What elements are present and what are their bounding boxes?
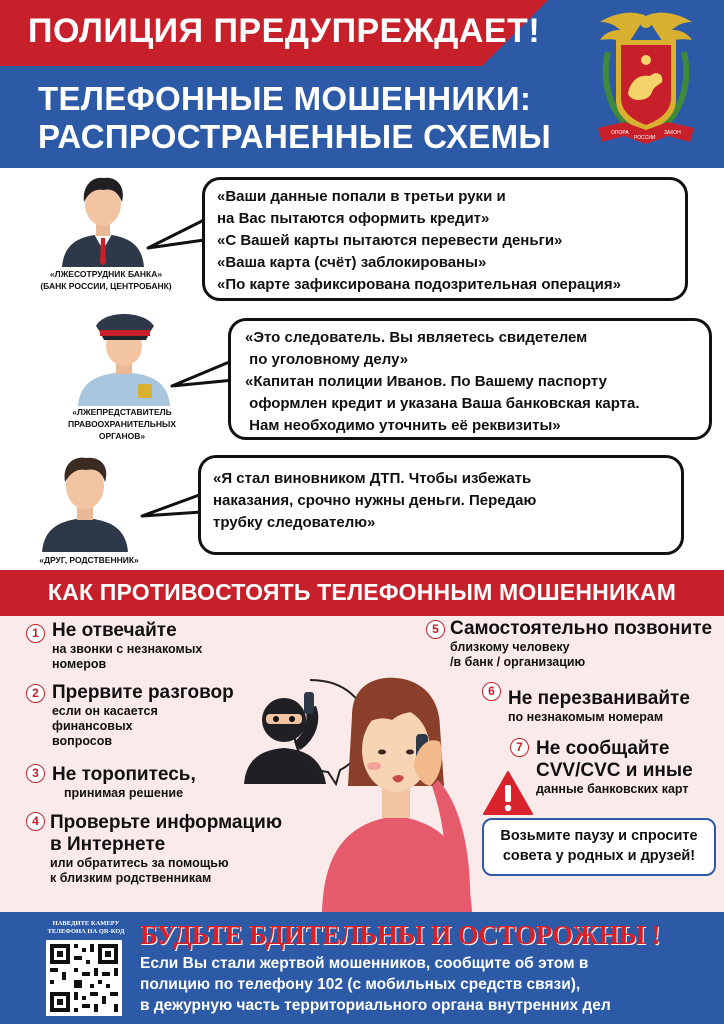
tip-number: 2 bbox=[26, 684, 45, 703]
tip-heading: Прервите разговор bbox=[52, 682, 234, 703]
tip-detail: близкому человеку bbox=[450, 640, 570, 654]
speech-bubble-tail bbox=[140, 490, 204, 526]
ribbon-word: ОПОРА bbox=[611, 130, 629, 136]
tip-number: 3 bbox=[26, 764, 45, 783]
police-emblem-icon bbox=[594, 8, 698, 148]
tip-detail: на звонки с незнакомых bbox=[52, 642, 203, 656]
quote-line: оформлен кредит и указана Ваша банковская карта. bbox=[245, 395, 640, 412]
scam-quote-bubble bbox=[228, 318, 712, 440]
tip-item bbox=[508, 688, 690, 725]
scam-quote-bubble bbox=[202, 177, 688, 301]
footer-text-line: полицию по телефону 102 (с мобильных средств связи), bbox=[140, 976, 581, 993]
quote-line: на Вас пытаются оформить кредит» bbox=[217, 210, 490, 227]
qr-caption-line: НАВЕДИТЕ КАМЕРУ bbox=[52, 920, 120, 927]
tip-detail: /в банк / организацию bbox=[450, 655, 586, 669]
advice-box bbox=[482, 818, 716, 876]
quote-line: «Капитан полиции Иванов. По Вашему паспорту bbox=[245, 373, 607, 390]
advice-line: совета у родных и друзей! bbox=[502, 848, 696, 864]
subtitle-line: РАСПРОСТРАНЕННЫЕ СХЕМЫ bbox=[38, 118, 552, 155]
quote-line: «Это следователь. Вы являетесь свидетелем bbox=[245, 329, 588, 346]
tip-heading: Не торопитесь, bbox=[52, 764, 196, 785]
quote-line: «С Вашей карты пытаются перевести деньги» bbox=[217, 232, 563, 249]
quote-line: трубку следователю» bbox=[213, 514, 376, 531]
quote-line: наказания, срочно нужны деньги. Передаю bbox=[213, 492, 537, 509]
tip-item bbox=[50, 812, 282, 886]
tip-number: 4 bbox=[26, 812, 45, 831]
scammer-label bbox=[26, 268, 186, 292]
quote-line: «Ваша карта (счёт) заблокированы» bbox=[217, 254, 487, 271]
tip-heading: в Интернете bbox=[50, 834, 166, 855]
quote-line: «Я стал виновником ДТП. Чтобы избежать bbox=[213, 470, 532, 487]
scammer-label bbox=[14, 554, 164, 566]
tip-detail: вопросов bbox=[52, 734, 113, 748]
police-officer-avatar-icon bbox=[72, 302, 176, 406]
footer-text-line: Если Вы стали жертвой мошенников, сообщите об этом в bbox=[140, 955, 589, 972]
speech-bubble-tail bbox=[170, 356, 236, 396]
tip-heading: Не отвечайте bbox=[52, 620, 177, 641]
tip-detail: принимая решение bbox=[64, 786, 184, 800]
label-line: (БАНК РОССИИ, ЦЕНТРОБАНК) bbox=[40, 281, 172, 291]
scam-quote-bubble bbox=[198, 455, 684, 555]
label-line: «ЛЖЕПРЕДСТАВИТЕЛЬ bbox=[72, 407, 172, 417]
counter-section-title: КАК ПРОТИВОСТОЯТЬ ТЕЛЕФОННЫМ МОШЕННИКАМ bbox=[47, 579, 677, 605]
tip-detail: номеров bbox=[52, 657, 107, 671]
tip-item bbox=[52, 620, 202, 672]
tip-detail: данные банковских карт bbox=[536, 782, 689, 796]
quote-line: «Ваши данные попали в третьи руки и bbox=[217, 188, 506, 205]
footer-text bbox=[140, 953, 720, 1016]
tip-detail: финансовых bbox=[52, 719, 133, 733]
tip-number: 7 bbox=[510, 738, 529, 757]
friend-avatar-icon bbox=[40, 450, 130, 552]
quote-line: «По карте зафиксирована подозрительная операция» bbox=[217, 276, 621, 293]
quote-line: Нам необходимо уточнить её реквизиты» bbox=[245, 417, 561, 434]
label-line: «ЛЖЕСОТРУДНИК БАНКА» bbox=[49, 269, 163, 279]
label-line: ОРГАНОВ» bbox=[98, 431, 146, 441]
tip-item bbox=[450, 618, 712, 670]
tip-heading: Не перезванивайте bbox=[508, 688, 690, 709]
qr-caption bbox=[40, 920, 132, 936]
label-line: «ДРУГ, РОДСТВЕННИК» bbox=[39, 555, 139, 565]
tip-detail: к близким родственникам bbox=[50, 871, 212, 885]
ribbon-word: РОССИИ bbox=[634, 135, 656, 141]
tip-heading: Проверьте информацию bbox=[50, 812, 283, 833]
tip-detail: или обратитесь за помощью bbox=[50, 856, 229, 870]
tip-heading: Самостоятельно позвоните bbox=[450, 618, 713, 639]
tip-item bbox=[536, 738, 693, 797]
qr-caption-line: ТЕЛЕФОНА НА QR-КОД bbox=[47, 928, 125, 935]
ribbon-word: ЗАКОН bbox=[664, 130, 681, 136]
speech-bubble-tail bbox=[146, 216, 206, 256]
tip-number: 1 bbox=[26, 624, 45, 643]
quote-line: по уголовному делу» bbox=[245, 351, 409, 368]
poster-subtitle bbox=[38, 80, 551, 156]
subtitle-line: ТЕЛЕФОННЫЕ МОШЕННИКИ: bbox=[38, 80, 532, 117]
woman-on-phone-illustration bbox=[312, 676, 482, 912]
tip-heading: Не сообщайте bbox=[536, 738, 670, 759]
advice-line: Возьмите паузу и спросите bbox=[500, 828, 698, 844]
tip-detail: по незнакомым номерам bbox=[508, 710, 664, 724]
scammer-label bbox=[42, 406, 202, 442]
warning-triangle-icon bbox=[482, 770, 534, 816]
tip-item bbox=[52, 682, 234, 749]
bank-employee-avatar-icon bbox=[58, 172, 148, 267]
footer-text-line: в дежурную часть территориального органа внутренних дел bbox=[140, 997, 611, 1014]
tip-number: 6 bbox=[482, 682, 501, 701]
qr-code-icon[interactable] bbox=[46, 940, 122, 1016]
poster-title: ПОЛИЦИЯ ПРЕДУПРЕЖДАЕТ! bbox=[28, 12, 541, 50]
tip-heading: CVV/CVC и иные bbox=[536, 760, 693, 781]
tip-detail: если он касается bbox=[52, 704, 158, 718]
tip-item bbox=[52, 764, 196, 801]
footer-title: БУДЬТЕ БДИТЕЛЬНЫ И ОСТОРОЖНЫ ! bbox=[140, 920, 661, 950]
tip-number: 5 bbox=[426, 620, 445, 639]
label-line: ПРАВООХРАНИТЕЛЬНЫХ bbox=[67, 419, 177, 429]
